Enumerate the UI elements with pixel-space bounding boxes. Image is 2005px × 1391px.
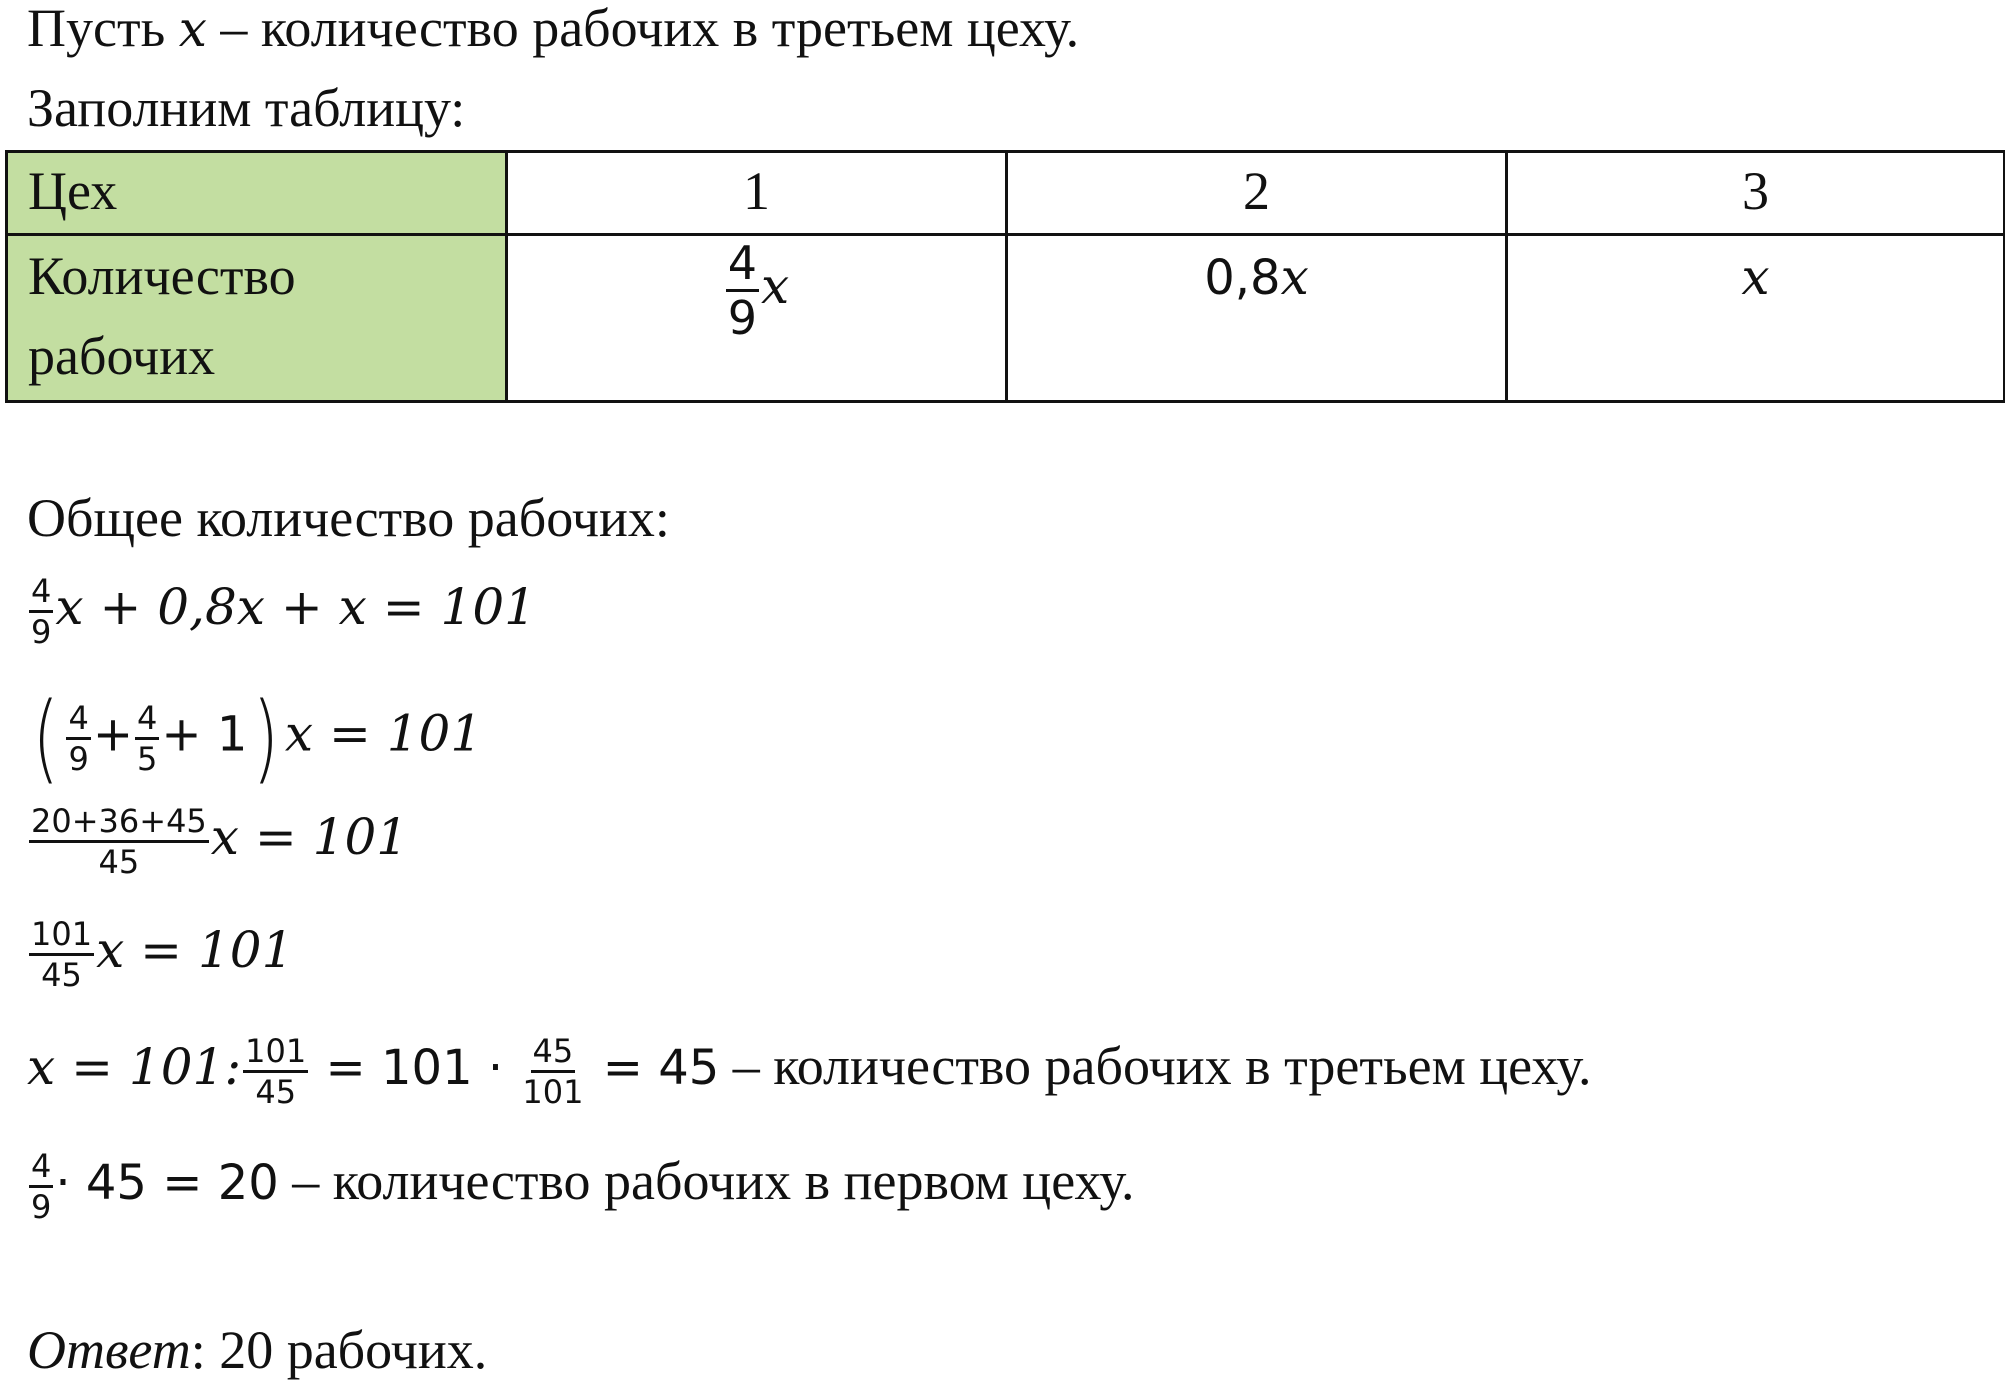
equation-3: $\frac{20+36+45}{45}$ x = 101	[31, 802, 409, 881]
fraction: $\frac{45}{101}$	[522, 1032, 584, 1111]
header-count-line1: Количество	[28, 246, 296, 306]
equation-1: $\frac{4}{9}$ x + 0,8x + x = 101	[31, 572, 536, 651]
intro-text-post: – количество рабочих в третьем цеху.	[206, 0, 1080, 58]
answer-label: Ответ	[27, 1320, 191, 1380]
variable-x: x	[761, 256, 790, 315]
header-cell-workshop: Цех	[7, 152, 507, 235]
fraction: $\frac{4}{9}$	[68, 698, 89, 778]
intro-line-2: Заполним таблицу:	[27, 78, 466, 138]
cell-workshop-3: 3	[1507, 152, 2005, 235]
intro-line-1	[27, 0, 1079, 59]
cell-count-1	[507, 235, 1007, 402]
cell-workshop-1: 1	[507, 152, 1007, 235]
answer-line	[27, 1320, 487, 1380]
intro-text-pre: Пусть	[27, 0, 179, 58]
fraction: $\frac{20+36+45}{45}$	[31, 802, 207, 881]
table-row	[7, 152, 2005, 235]
fraction: $\frac{4}{9}$	[31, 572, 52, 651]
header-count-line2: рабочих	[28, 326, 216, 386]
workshop-table	[5, 150, 2005, 403]
header-cell-count	[7, 235, 507, 402]
variable-x: x	[178, 0, 207, 58]
table-row	[7, 235, 2005, 402]
cell-count-2: 0,8x	[1007, 235, 1507, 402]
fraction: $\frac{4}{9}$	[31, 1147, 52, 1226]
total-label: Общее количество рабочих:	[27, 488, 670, 548]
answer-text: : 20 рабочих.	[190, 1320, 488, 1380]
fraction: $\frac{101}{45}$	[245, 1032, 307, 1111]
fraction: $\frac{4}{9}$	[727, 236, 758, 345]
fraction: $\frac{101}{45}$	[31, 915, 93, 994]
equation-6: $\frac{4}{9}$ · 45 = 20 – количество рабочих в первом цеху.	[31, 1147, 1135, 1226]
equation-5: x = 101: $\frac{101}{45}$ = 101 · $\frac{45}{101}$ = 45 – количество рабочих в третьем цеху.	[27, 1032, 1592, 1111]
cell-count-3: x	[1507, 235, 2005, 402]
fraction: $\frac{4}{5}$	[137, 698, 158, 778]
equation-4: $\frac{101}{45}$ x = 101	[31, 915, 294, 994]
equation-2: ( $\frac{4}{9}$ + $\frac{4}{5}$ + 1) x = 101	[32, 682, 483, 794]
cell-workshop-2: 2	[1007, 152, 1507, 235]
